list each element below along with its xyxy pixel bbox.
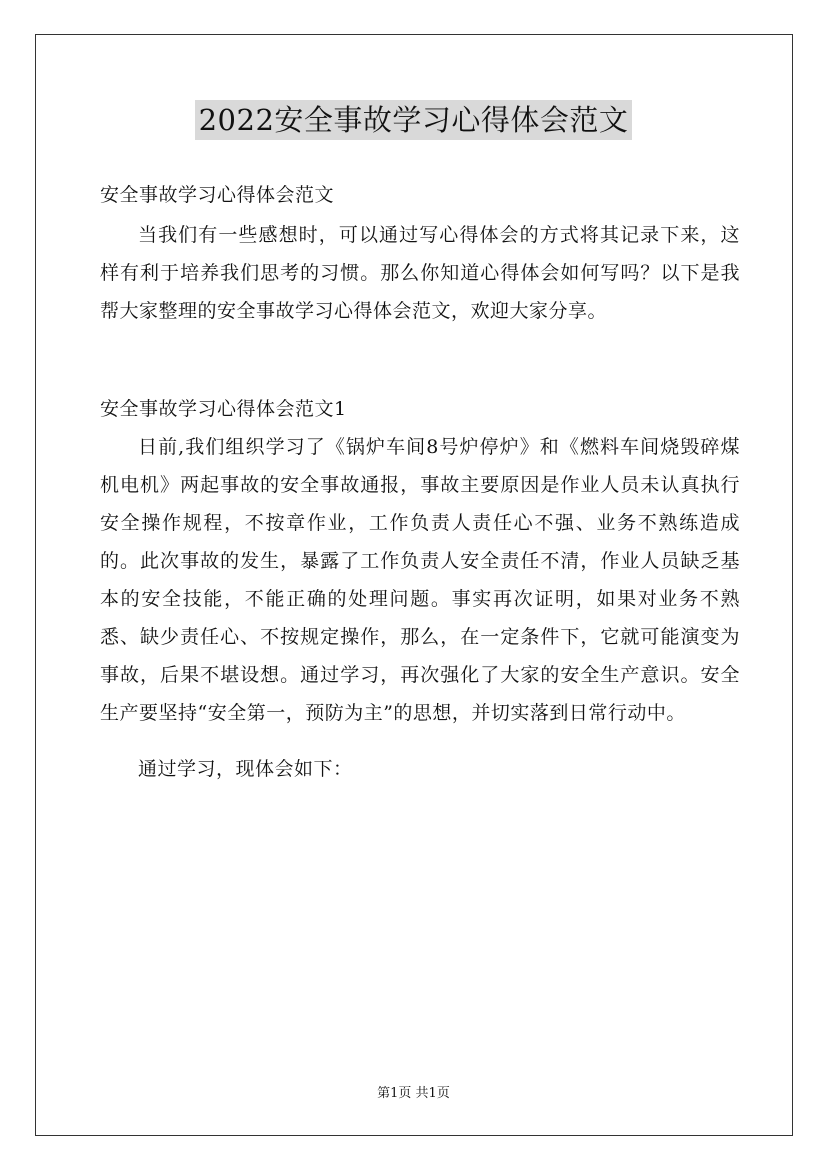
page-number: 第1页 共1页 <box>377 1086 450 1101</box>
title-area <box>0 100 827 140</box>
document-body <box>100 176 740 788</box>
section-heading: 安全事故学习心得体会范文1 <box>100 398 347 420</box>
document-subtitle: 安全事故学习心得体会范文 <box>100 184 335 206</box>
body-paragraph-2: 通过学习，现体会如下： <box>138 758 353 780</box>
intro-paragraph: 当我们有一些感想时，可以通过写心得体会的方式将其记录下来，这样有利于培养我们思考的习惯。那么你知道心得体会如何写吗？以下是我帮大家整理的安全事故学习心得体会范文，欢迎大家分享。 <box>100 224 740 322</box>
body-paragraph: 日前,我们组织学习了《锅炉车间8号炉停炉》和《燃料车间烧毁碎煤机电机》两起事故的安全事故通报，事故主要原因是作业人员未认真执行安全操作规程，不按章作业，工作负责人责任心不强、业务不熟练造成的。此次事故的发生，暴露了工作负责人安全责任不清，作业人员缺乏基本的安全技能，不能正确的处理问题。事实再次证明，如果对业务不熟悉、缺少责任心、不按规定操作，那么，在一定条件下，它就可能演变为事故，后果不堪设想。通过学习，再次强化了大家的安全生产意识。安全生产要坚持“安全第一，预防为主”的思想，并切实落到日常行动中。 <box>100 436 740 724</box>
page-footer <box>0 1082 827 1101</box>
document-title: 2022安全事故学习心得体会范文 <box>195 100 633 140</box>
